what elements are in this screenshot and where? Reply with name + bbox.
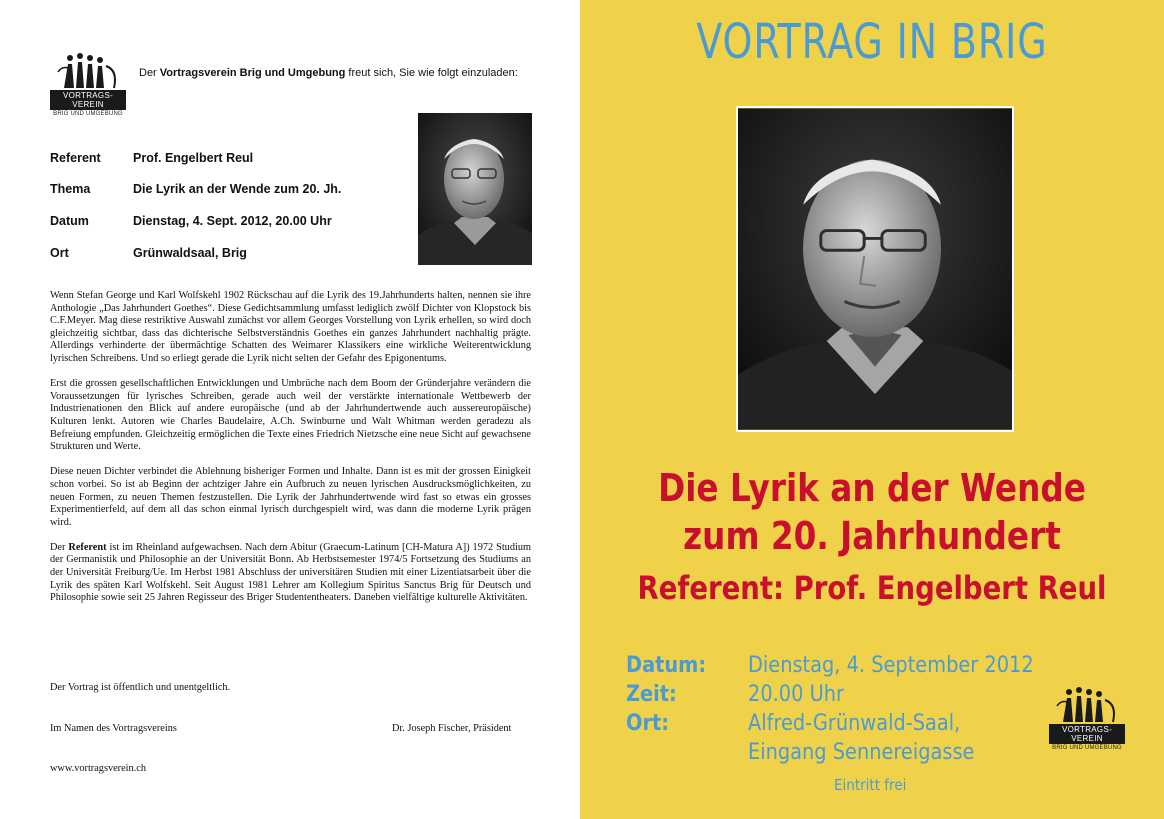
paragraph: Erst die grossen gesellschaftlichen Entwicklungen und Umbrüche nach dem Boom der Gründerjahre verändern die Voraussetzungen für lyrisches Schreiben, gerade auch weil der verstärkte internationale Wettbewerb der Industrienationen den Blick auf andere europäische (und ab der Jahrhundertwende auch aussereuropäische) Kulturen lenkt. Autoren wie Charles Baudelaire, A.Ch. Swinburne und Walt Whitman werden geradezu als Befreiung empfunden. Gleichzeitig ermöglichen die Texte eines Friedrich Nietzsche eine neue Sicht auf gewachsene Strukturen und Werte. [50, 378, 531, 453]
vortragsverein-logo [50, 52, 126, 117]
headline-line-2: zum 20. Jahrhundert [683, 514, 1061, 558]
website-link[interactable]: www.vortragsverein.ch [50, 763, 146, 774]
speaker-photo-small [418, 113, 532, 265]
logo-subtitle: BRIG UND UMGEBUNG [53, 111, 123, 117]
intro-prefix: Der [139, 67, 160, 79]
silhouette-figures-icon [1049, 686, 1125, 724]
info-label: Datum [50, 214, 89, 228]
logo-line-2: VEREIN [1071, 734, 1103, 743]
bio-bold: Referent [68, 541, 107, 553]
bio-prefix: Der [50, 541, 69, 553]
detail-value-datum: Dienstag, 4. September 2012 [748, 653, 1034, 678]
info-label: Thema [50, 182, 91, 196]
paragraph: Wenn Stefan George und Karl Wolfskehl 1902 Rückschau auf die Lyrik des 19.Jahrhunderts halten, nennen sie ihre Anthologie „Das Jahrhundert Goethes“. Diese Gedichtsammlung umfasst lediglich zwölf Dichter von Klopstock bis C.F.Meyer. Mag diese restriktive Auswahl zunächst vor allem Georges Vorstellung von Lyrik erhellen, so wird doch gleichzeitig sichtbar, dass das dichterische Selbstverständnis Goethes ein ganzes Jahrhundert nachhaltig prägte. Allerdings verhinderte der übermächtige Schatten des Weimarer Klassikers eine wirkliche Weiterentwicklung lyrischen Schreibens. Und so erliegt gerade die Lyrik nicht selten der Gefahr des Epigonentums. [50, 290, 531, 364]
silhouette-figures-icon [50, 52, 126, 90]
detail-value-zeit: 20.00 Uhr [748, 682, 844, 707]
paragraph: Diese neuen Dichter verbindet die Ablehnung bisheriger Formen und Inhalte. Dann ist es mit der grossen Einigkeit schon vorbei. So ist ab Beginn der achtziger Jahre ein Aufbruch zu neuen lyrischen Ausdrucksmöglichkeiten, zu neuen Formen, zu neuen Themen festzustellen. Die Lyrik der Jahrhundertwende wird fast so etwas ein grosses Experimentierfeld, auf dem all das schon einmal lyrisch durchgespielt wird, was dann die moderne Lyrik prägen wird. [50, 466, 531, 528]
signature-left: Im Namen des Vortragsvereins [50, 723, 177, 734]
info-label: Referent [50, 151, 101, 165]
speaker-line: Referent: Prof. Engelbert Reul [637, 569, 1107, 607]
info-row-thema [50, 182, 341, 196]
speaker-photo-large [736, 106, 1014, 432]
vortragsverein-logo [1049, 686, 1125, 751]
invitation-letter-page [0, 0, 580, 819]
info-value: Die Lyrik an der Wende zum 20. Jh. [133, 182, 342, 196]
intro-organization: Vortragsverein Brig und Umgebung [159, 67, 346, 79]
intro-text [139, 67, 531, 80]
speaker-bio [50, 542, 531, 605]
logo-subtitle: BRIG UND UMGEBUNG [1052, 745, 1122, 751]
admission-note: Der Vortrag ist öffentlich und unentgeltlich. [50, 682, 231, 693]
logo-line-1: VORTRAGS- [1061, 725, 1113, 734]
bio-text: ist im Rheinland aufgewachsen. Nach dem Abitur (Graecum-Latinum [CH-Matura A]) 1972 Studium der Germanistik und Philosophie an der Universität Bonn. Ab Herbstsemester 1974/5 Fortsetzung des Studiums an der Universität Freiburg/Ue. Im Herbst 1981 Abschluss der universitären Studien mit einer Lizentiatsarbeit über die Lyrik des späten Karl Wolfskehl. Seit August 1981 Lehrer am Kollegium Spiritus Sanctus Brig für Deutsch und Philosophie sowie seit 25 Jahren Regisseur des Briger Studententheaters. Daneben vielfältige kulturelle Aktivitäten. [50, 541, 531, 604]
poster-page [580, 0, 1164, 819]
logo-line-2: VEREIN [72, 100, 104, 109]
info-value: Prof. Engelbert Reul [133, 151, 254, 165]
signature-right: Dr. Joseph Fischer, Präsident [392, 723, 512, 734]
detail-label-zeit: Zeit: [626, 682, 677, 707]
detail-label-datum: Datum: [626, 653, 707, 678]
info-row-referent [50, 151, 253, 165]
info-row-datum [50, 214, 332, 228]
info-value: Dienstag, 4. Sept. 2012, 20.00 Uhr [133, 214, 332, 228]
logo-line-1: VORTRAGS- [62, 91, 114, 100]
lecture-description [50, 290, 531, 617]
admission-free: Eintritt frei [834, 776, 907, 794]
info-value: Grünwaldsaal, Brig [133, 246, 247, 260]
detail-label-ort: Ort: [626, 711, 670, 736]
info-row-ort [50, 246, 247, 260]
headline-line-1: Die Lyrik an der Wende [658, 466, 1086, 510]
poster-title: VORTRAG IN BRIG [696, 14, 1048, 70]
info-label: Ort [50, 246, 69, 260]
intro-suffix: freut sich, Sie wie folgt einzuladen: [345, 67, 518, 79]
detail-value-ort: Alfred-Grünwald-Saal, [748, 711, 961, 736]
detail-value-entrance: Eingang Sennereigasse [748, 740, 975, 765]
